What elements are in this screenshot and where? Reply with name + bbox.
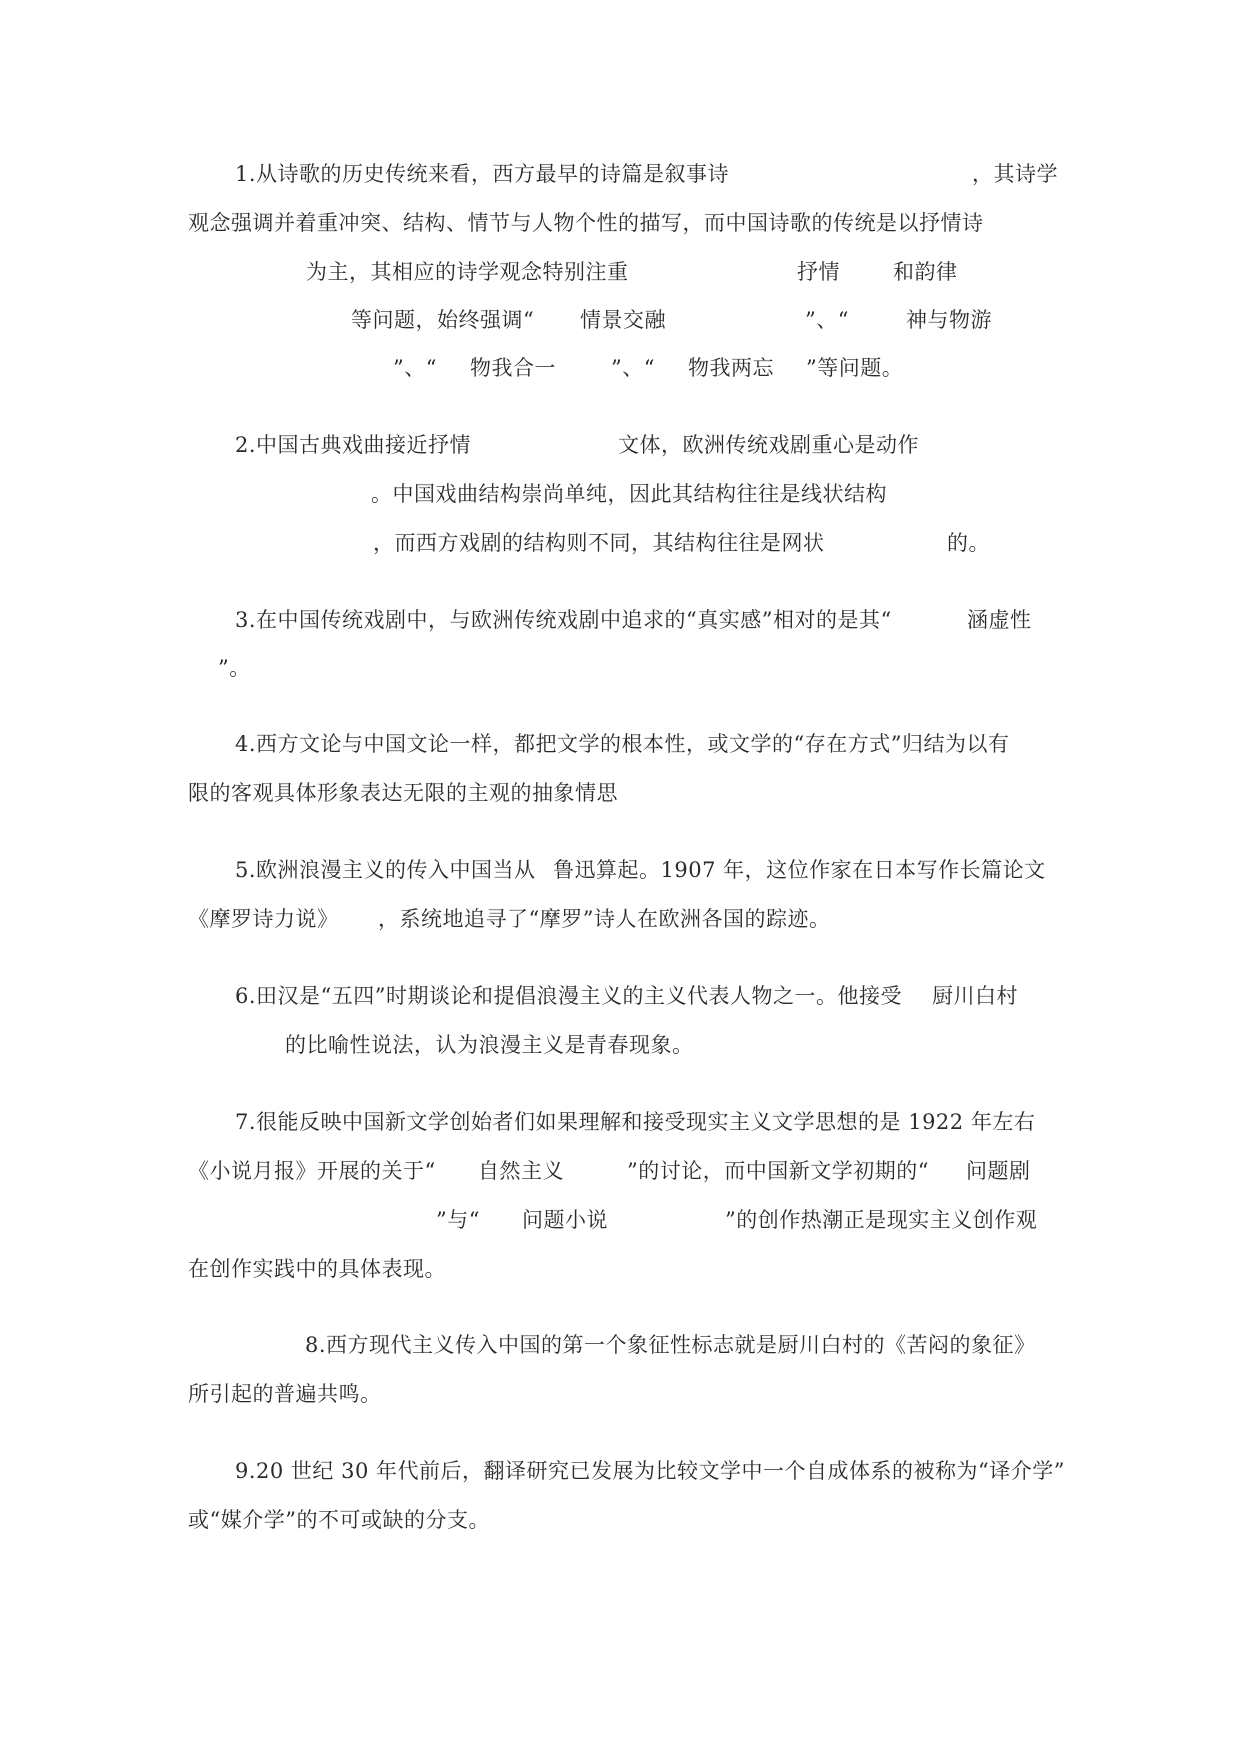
text-line: ，系统地追寻了“摩罗”诗人在欧洲各国的踪迹。 bbox=[378, 907, 831, 931]
text-line: 3.在中国传统戏剧中，与欧洲传统戏剧中追求的“真实感”相对的是其“ bbox=[235, 608, 892, 632]
answer-text: 自然主义 bbox=[478, 1159, 564, 1183]
text-line: 。中国戏曲结构崇尚单纯，因此其结构往往是线状结构 bbox=[371, 482, 887, 506]
text-line: ，而西方戏剧的结构则不同，其结构往往是网状 bbox=[373, 531, 825, 555]
text-line: 为主，其相应的诗学观念特别注重 bbox=[306, 260, 629, 284]
text-line: 9.20 世纪 30 年代前后，翻译研究已发展为比较文学中一个自成体系的被称为“译介学” bbox=[235, 1459, 1065, 1483]
text-line: 所引起的普遍共鸣。 bbox=[188, 1382, 382, 1406]
text-line: 6.田汉是“五四”时期谈论和提倡浪漫主义的主义代表人物之一。他接受 bbox=[235, 984, 903, 1008]
text-line: ”。 bbox=[218, 656, 251, 680]
text-line: 文体，欧洲传统戏剧重心是动作 bbox=[618, 433, 919, 457]
text-line: ”、“ bbox=[805, 308, 849, 332]
answer-text: 情景交融 bbox=[580, 308, 666, 332]
text-line: 等问题，始终强调“ bbox=[351, 308, 535, 332]
answer-text: 物我合一 bbox=[470, 356, 556, 380]
text-line: ”与“ bbox=[436, 1208, 480, 1232]
text-line: 《摩罗诗力说》 bbox=[188, 907, 339, 931]
text-line: ，其诗学 bbox=[972, 162, 1058, 186]
answer-text: 物我两忘 bbox=[688, 356, 774, 380]
text-line: ”的讨论，而中国新文学初期的“ bbox=[627, 1159, 929, 1183]
text-line: 8.西方现代主义传入中国的第一个象征性标志就是厨川白村的《苦闷的象征》 bbox=[305, 1333, 1036, 1357]
answer-text: 抒情 bbox=[797, 260, 840, 284]
text-line: ”的创作热潮正是现实主义创作观 bbox=[725, 1208, 1038, 1232]
text-line: ”、“ bbox=[611, 356, 655, 380]
answer-text: 问题小说 bbox=[522, 1208, 608, 1232]
text-line: 在创作实践中的具体表现。 bbox=[188, 1257, 446, 1281]
answer-text: 和韵律 bbox=[893, 260, 958, 284]
text-line: 观念强调并着重冲突、结构、情节与人物个性的描写，而中国诗歌的传统是以抒情诗 bbox=[188, 211, 984, 235]
text-line: 或“媒介学”的不可或缺的分支。 bbox=[188, 1508, 490, 1532]
text-line: 的比喻性说法，认为浪漫主义是青春现象。 bbox=[285, 1033, 694, 1057]
text-line: 限的客观具体形象表达无限的主观的抽象情思 bbox=[188, 781, 618, 805]
text-line: 7.很能反映中国新文学创始者们如果理解和接受现实主义文学思想的是 1922 年左右 bbox=[235, 1110, 1036, 1134]
text-line: ”等问题。 bbox=[806, 356, 904, 380]
answer-text: 问题剧 bbox=[966, 1159, 1031, 1183]
text-line: ”、“ bbox=[393, 356, 437, 380]
text-line: 5.欧洲浪漫主义的传入中国当从 bbox=[235, 858, 536, 882]
answer-text: 厨川白村 bbox=[932, 984, 1018, 1008]
text-line: 《小说月报》开展的关于“ bbox=[188, 1159, 436, 1183]
text-line: 2.中国古典戏曲接近抒情 bbox=[235, 433, 472, 457]
text-line: 鲁迅算起。1907 年，这位作家在日本写作长篇论文 bbox=[553, 858, 1046, 882]
answer-text: 涵虚性 bbox=[967, 608, 1032, 632]
text-line: 4.西方文论与中国文论一样，都把文学的根本性，或文学的“存在方式”归结为以有 bbox=[235, 732, 1010, 756]
text-line: 1.从诗歌的历史传统来看，西方最早的诗篇是叙事诗 bbox=[235, 162, 730, 186]
text-line: 的。 bbox=[947, 531, 990, 555]
answer-text: 神与物游 bbox=[906, 308, 992, 332]
